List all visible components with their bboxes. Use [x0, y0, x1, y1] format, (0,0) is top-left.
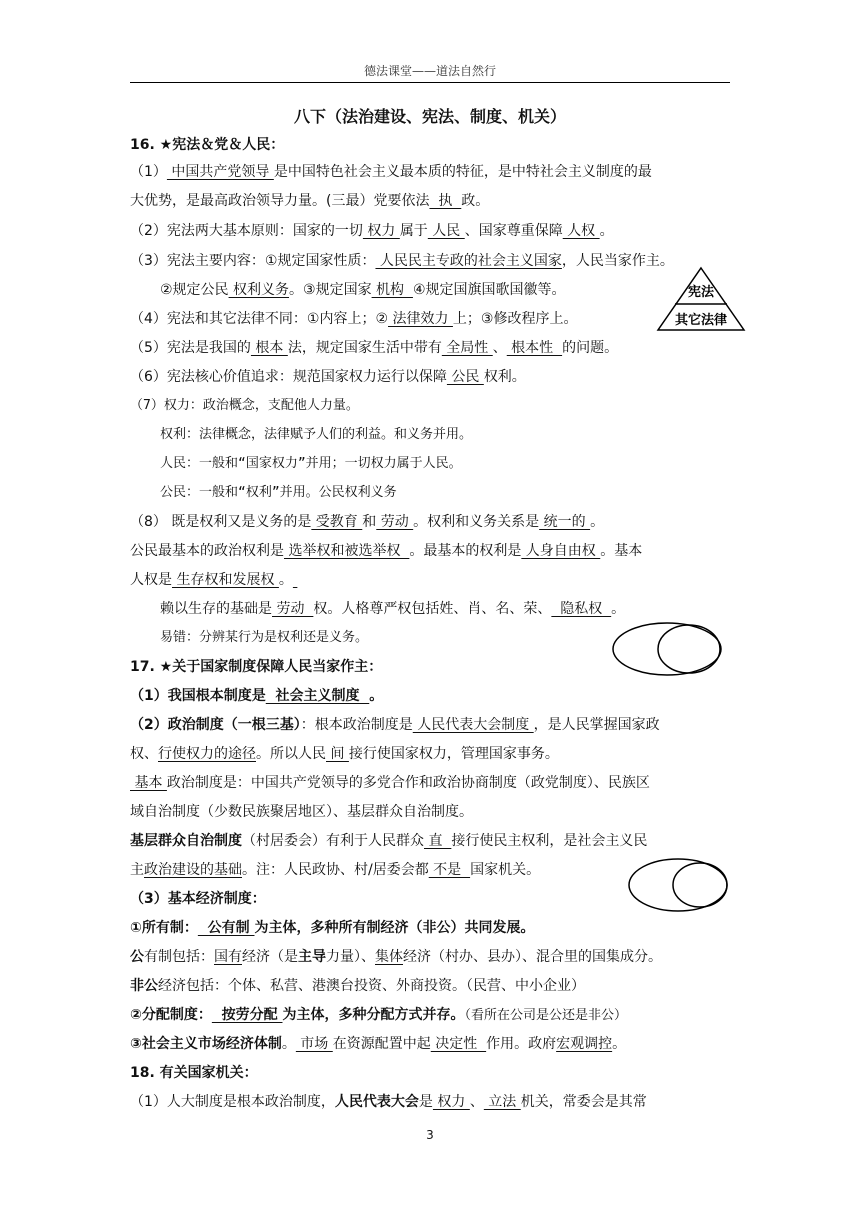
page-title: 八下（法治建设、宪法、制度、机关） [293, 107, 566, 126]
s16-line-2: 大优势，是最高政治领导力量。(三最）党要依法 执 政。 [130, 193, 490, 209]
law-hierarchy-triangle [656, 266, 746, 332]
outer-ellipse-2 [629, 859, 727, 911]
inner-ellipse-1 [658, 625, 720, 673]
s16-line-4: （3）宪法主要内容：①规定国家性质： 人民民主专政的社会主义国家，人民当家作主。 [130, 253, 674, 269]
s17-line-8: （3）基本经济制度： [130, 891, 266, 907]
inner-ellipse-2 [673, 863, 727, 907]
s17-line-9: ①所有制： 公有制 为主体，多种所有制经济（非公）共同发展。 [130, 920, 535, 936]
s16-line-5: ②规定公民 权利义务。③规定国家 机构 ④规定国旗国歌国徽等。 [160, 282, 566, 298]
section-16-heading: 16. ★宪法＆党＆人民： [130, 137, 285, 153]
section-17-heading: 17. ★关于国家制度保障人民当家作主： [130, 659, 383, 675]
s16-line-7: （5）宪法是我国的 根本 法，规定国家生活中带有 全局性 、 根本性 的问题。 [130, 340, 619, 356]
s16-line-15: 人权是 生存权和发展权 。 [130, 572, 293, 588]
s16-line-9: （7）权力：政治概念，支配他人力量。 [130, 398, 359, 413]
s16-line-14: 公民最基本的政治权利是 选举权和被选举权 。最基本的权利是 人身自由权 。基本 [130, 543, 643, 559]
s16-line-10: 权利：法律概念，法律赋予人们的利益。和义务并用。 [160, 427, 473, 442]
section-18-heading: 18. 有关国家机关： [130, 1065, 258, 1081]
s17-line-13: ③社会主义市场经济体制。 市场 在资源配置中起 决定性 作用。政府宏观调控。 [130, 1036, 627, 1052]
s16-line-1: （1） 中国共产党领导 是中国特色社会主义最本质的特征，是中特社会主义制度的最 [130, 164, 652, 180]
s17-line-11: 非公经济包括：个体、私营、港澳台投资、外商投资。（民营、中小企业） [130, 978, 585, 994]
s17-line-7: 主政治建设的基础。注：人民政协、村/居委会都 不是 国家机关。 [130, 862, 541, 878]
s17-line-3: 权、行使权力的途径。所以人民 间 接行使国家权力，管理国家事务。 [130, 746, 559, 762]
triangle-bottom-label: 其它法律 [674, 313, 728, 328]
outer-ellipse-1 [613, 623, 721, 675]
s17-line-10: 公有制包括：国有经济（是主导力量）、集体经济（村办、县办）、混合里的国集成分。 [130, 949, 662, 965]
s16-line-6: （4）宪法和其它法律不同：①内容上；② 法律效力 上；③修改程序上。 [130, 311, 578, 327]
s18-line-1: （1）人大制度是根本政治制度，人民代表大会是 权力 、 立法 机关，常委会是其常 [130, 1094, 647, 1110]
s16-line-12: 公民：一般和“权利”并用。公民权利义务 [160, 485, 397, 500]
inclusion-diagram-2 [626, 856, 730, 914]
s16-line-8: （6）宪法核心价值追求：规范国家权力运行以保障 公民 权利。 [130, 369, 526, 385]
s16-line-13: （8） 既是权利又是义务的是 受教育 和 劳动 。权利和义务关系是 统一的 。 [130, 514, 605, 530]
running-header: 德法课堂——道法自然行 [363, 64, 496, 78]
triangle-top-label: 宪法 [687, 285, 715, 300]
s16-line-16: 赖以生存的基础是 劳动 权。人格尊严权包括姓、肖、名、荣、 隐私权 。 [160, 601, 626, 617]
s16-line-3: （2）宪法两大基本原则：国家的一切 权力 属于 人民 、国家尊重保障 人权 。 [130, 223, 614, 239]
s17-line-1: （1）我国根本制度是 社会主义制度 。 [130, 688, 384, 704]
s16-line-11: 人民：一般和“国家权力”并用；一切权力属于人民。 [160, 456, 462, 471]
header-rule [130, 82, 730, 83]
s17-line-5: 域自治制度（少数民族聚居地区）、基层群众自治制度。 [130, 804, 473, 820]
page-number: 3 [426, 1128, 434, 1142]
inclusion-diagram-1 [610, 620, 724, 678]
s17-line-2: （2）政治制度（一根三基）：根本政治制度是 人民代表大会制度 ，是人民掌握国家政 [130, 717, 660, 733]
s17-line-6: 基层群众自治制度（村居委会）有利于人民群众 直 接行使民主权利，是社会主义民 [130, 833, 648, 849]
s17-line-12: ②分配制度： 按劳分配 为主体，多种分配方式并存。（看所在公司是公还是非公） [130, 1007, 627, 1023]
s17-line-4: 基本 政治制度是：中国共产党领导的多党合作和政治协商制度（政党制度）、民族区 [130, 775, 650, 791]
s16-line-17: 易错：分辨某行为是权利还是义务。 [160, 630, 369, 645]
